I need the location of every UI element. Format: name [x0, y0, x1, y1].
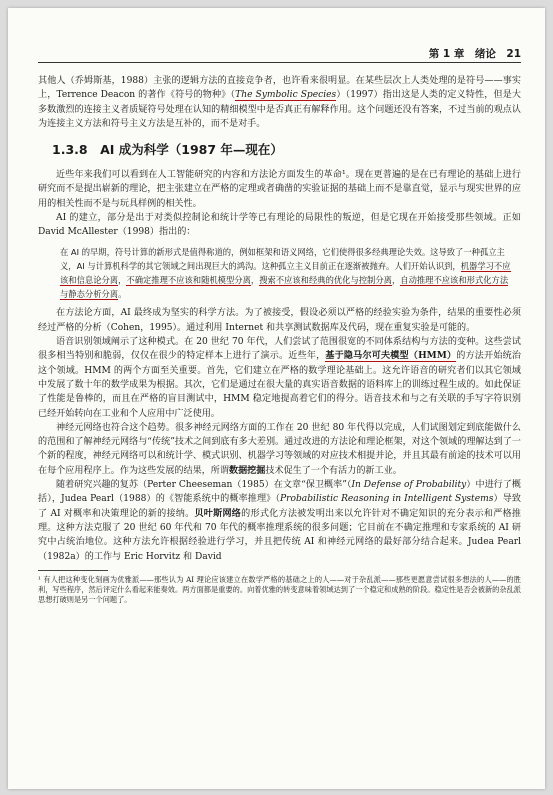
running-head: 第 1 章 绪论 21: [428, 48, 521, 60]
highlight-hmm: 基于隐马尔可夫模型（HMM）: [325, 350, 457, 362]
paragraph-5: 语音识别领域阐示了这种模式。在 20 世纪 70 年代，人们尝试了范围很宽的不同体系结构与方法的变种。这些尝试很多相当特别和脆弱，仅仅在很少的特定样本上进行了演示。近些年，基于隐马尔可夫模型（HMM）的方法开始统治这个领域。HMM 的两个方面至关重要。首先，它们建立在严格的数学理论基础上。这允许语音的研究者们以其它领域中发展了数十年的数学成果为根据。其次，它们是通过在很大量的真实语音数据的语料库上的训练过程生成的。如此保证了性能是鲁棒的，而且在严格的盲目测试中，HMM 稳定地提高着它们的得分。语音技术和与之有关联的手写字符识别已经开始转向在工业和个人应用中广泛使用。: [38, 337, 521, 419]
paragraph-6: 神经元网络也符合这个趋势。很多神经元网络方面的工作在 20 世纪 80 年代得以完成，人们试图划定到底能做什么的范围和了解神经元网络与“传统”技术之间到底有多大差别。通过改进的方法论和理论框架，对这个领域的理解达到了一个新的程度，神经元网络可以和统计学、模式识别、机器学习等领域的对应技术相提并论，并且其最有前途的技术可以用在每个应用程序上。作为这些发展的结果，所谓数据挖掘技术促生了一个有活力的新工业。: [38, 422, 521, 476]
footnote: ¹ 有人把这种变化刻画为优雅派——那些认为 AI 理论应该建立在数学严格的基础之上的人——对于杂乱派——那些更愿意尝试很多想法的人——的胜利，写些程序，然后评定什么看起来能奏效。两方面都是重要的。向着优雅的转变意味着领域达到了一个稳定和成熟的阶段。稳定性是否会被新的杂乱派思想打破则是另一个问题了。: [38, 574, 521, 604]
highlight-reasoning: 自动推理不应该和形式化方法与静态分析分离: [60, 275, 509, 300]
section-heading: 1.3.8 AI 成为科学（1987 年—现在）: [52, 142, 283, 158]
paragraph-2: 近些年来我们可以看到在人工智能研究的内容和方法论方面发生的革命¹。现在更普遍的是在已有理论的基础上进行研究而不是提出崭新的理论，把主张建立在严格的定理或者确凿的实验证据的基础上而不是靠直觉，显示与现实世界的应用的相关性而不是与玩具样例的相关性。: [38, 170, 521, 209]
block-quote: 在 AI 的早期，符号计算的新形式是值得称道的，例如框架和语义网络，它们使得很多经典理论失效。这导致了一种孤立主义，AI 与计算机科学的其它领域之间出现巨大的鸿沟。这种孤立主义目前正在逐渐被抛弃。人们开始认识到，机器学习不应该和信息论分离，不确定推理不应该和随机模型分离，搜索不应该和经典的优化与控制分离，自动推理不应该和形式化方法与静态分析分离。: [60, 246, 511, 300]
paragraph-1: 其他人（乔姆斯基，1988）主张的逻辑方法的直接竞争者，也许看来很明显。在某些层次上人类处理的是符号——事实上，Terrence Deacon 的著作《符号的物种》（The Symbolic Species）（1997）指出这是人类的定义特性，但是大多数激烈的连接主义者质疑符号处理在认知的精细模型中是否真正有解释作用。这个问题还没有答案，不过当前的观点认为连接主义方法和符号主义方法是互补的，而不是对手。: [38, 76, 522, 129]
term-data-mining: 数据挖掘: [228, 464, 266, 476]
paragraph-7: 随着研究兴趣的复苏（Perter Cheeseman（1985）在文章“保卫概率”（In Defense of Probability）中进行了概括），Judea Pearl（1988）的《智能系统中的概率推理》（Probabilistic Reasoning in Intelligent Systems）导致了 AI 对概率和决策理论的新的接纳。贝叶斯网络的形式化方法被发明出来以允许针对不确定知识的充分表示和严格推理。这种方法克服了 20 世纪 60 年代和 70 年代的概率推理系统的很多问题；它目前在不确定推理和专家系统的 AI 研究中占统治地位。这种方法允许根据经验进行学习，并且把传统 AI 和神经元网络的最好部分结合起来。Judea Pearl（1982a）的工作与 Eric Horvitz 和 David: [38, 480, 521, 562]
term-bayesian-network: 贝叶斯网络: [194, 507, 242, 519]
paragraph-3: AI 的建立，部分是出于对类似控制论和统计学等已有理论的局限性的叛逆，但是它现在开始接受那些领域。正如 David McAllester（1998）指出的：: [38, 213, 521, 238]
highlight-ml: 机器学习不应该和信息论分离: [60, 260, 511, 286]
book-page: [8, 8, 545, 789]
paragraph-4: 在方法论方面，AI 最终成为坚实的科学方法。为了被接受，假设必须以严格的经验实验为条件，结果的重要性必须经过严格的分析（Cohen，1995）。通过利用 Internet 和共享测试数据库及代码，现在重复实验是可能的。: [38, 308, 521, 333]
page-header: [38, 46, 521, 63]
underlined-title: The Symbolic Species: [235, 90, 337, 101]
page-body: [38, 74, 521, 605]
highlight-uncertain: 不确定推理不应该和随机模型分离: [126, 275, 251, 286]
highlight-search: 搜索不应该和经典的优化与控制分离: [259, 275, 392, 286]
